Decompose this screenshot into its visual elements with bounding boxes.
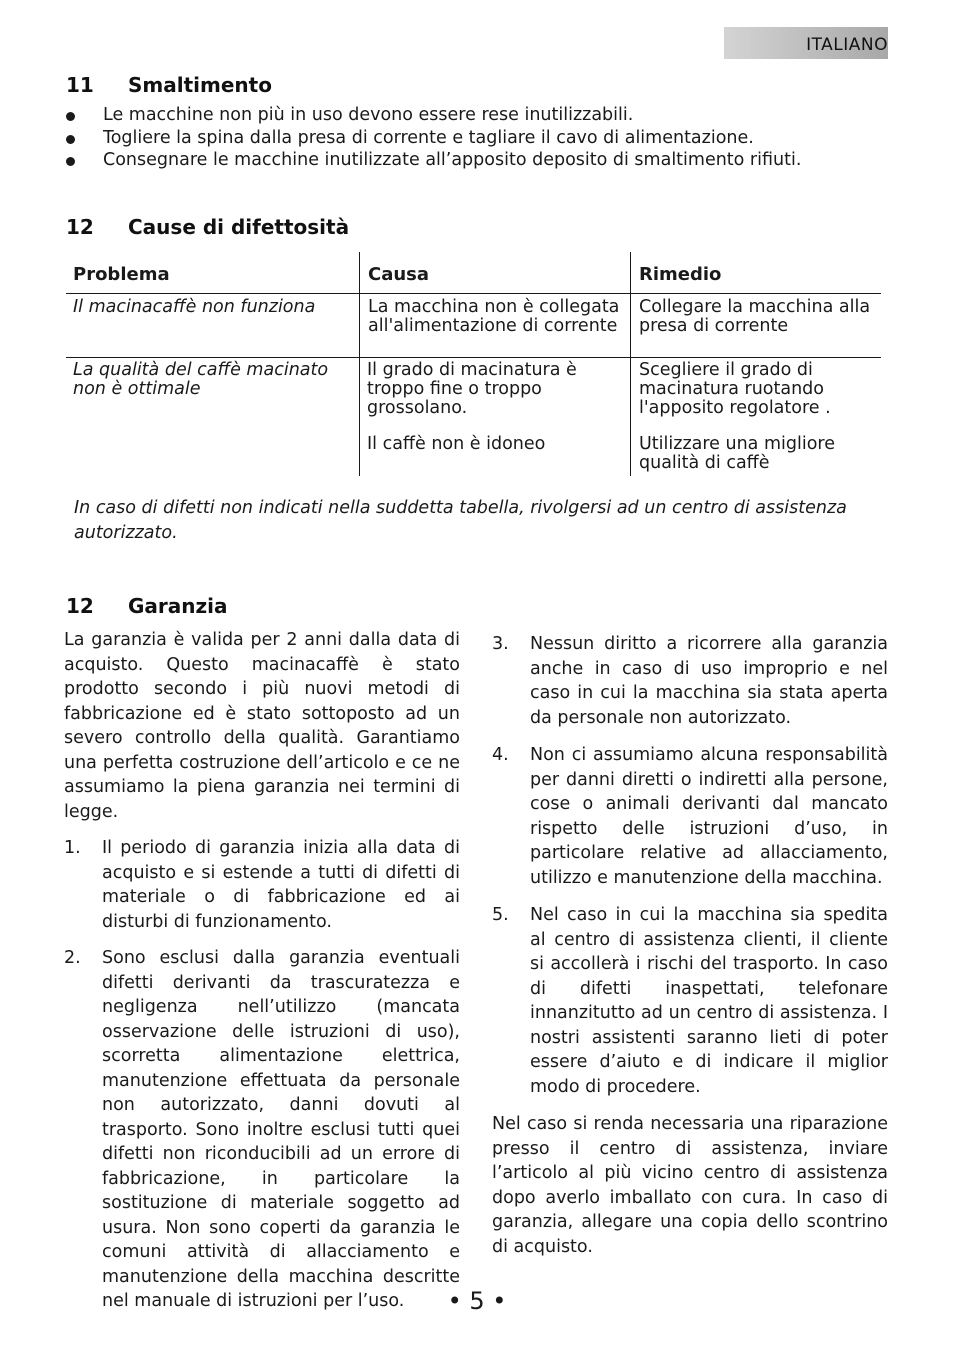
list-item-text: Le macchine non più in uso devono essere rese inutilizzabili. xyxy=(103,105,634,125)
item-number: 3. xyxy=(492,634,509,654)
table-cell-remedy: Utilizzare una migliore qualità di caffè xyxy=(639,434,835,473)
warranty-item xyxy=(492,743,888,890)
table-cell-cause: La macchina non è collegata all'alimentazione di corrente xyxy=(368,297,620,336)
faults-note: In caso di difetti non indicati nella suddetta tabella, rivolgersi ad un centro di assistenza autorizzato. xyxy=(74,498,847,543)
item-text: Nessun diritto a ricorrere alla garanzia anche in caso di uso improprio e nel caso in cui la macchina sia stata aperta da personale non autorizzato. xyxy=(530,634,888,728)
item-number: 1. xyxy=(64,838,81,858)
faults-number: 12 xyxy=(66,215,94,239)
table-cell-remedy: Collegare la macchina alla presa di corrente xyxy=(639,297,871,336)
warranty-item xyxy=(64,836,460,934)
warranty-item xyxy=(492,632,888,730)
warranty-closing: Nel caso si renda necessaria una riparazione presso il centro di assistenza, inviare l’articolo al più vicino centro di assistenza dopo averlo imballato con cura. In caso di garanzia, allegare una copia dello scontrino di acquisto. xyxy=(492,1114,888,1257)
warranty-heading xyxy=(66,594,228,618)
item-number: 2. xyxy=(64,948,81,968)
item-text: Non ci assumiamo alcuna responsabilità per danni diretti o indiretti alla persone, cose o animali derivanti dal mancato rispetto delle istruzioni d’uso, in particolare relative ad allacciamento, utilizzo e manutenzione della macchina. xyxy=(530,745,888,888)
list-item-text: Consegnare le macchine inutilizzate all’apposito deposito di smaltimento rifiuti. xyxy=(103,150,802,170)
troubleshooting-table xyxy=(66,252,881,476)
table-cell-cause: Il grado di macinatura è troppo fine o troppo grossolano. xyxy=(367,360,577,418)
warranty-right-column xyxy=(492,632,888,1259)
item-text: Il periodo di garanzia inizia alla data di acquisto e si estende a tutti di difetti di materiale o di fabbricazione ed ai disturbi di funzionamento. xyxy=(102,838,460,932)
warranty-intro: La garanzia è valida per 2 anni dalla data di acquisto. Questo macinacaffè è stato prodotto secondo i più nuovi metodi di fabbricazione ed è stato sottoposto ad un severo controllo della qualità. Garantiamo una perfetta costruzione dell’articolo e ce ne assumiamo la piena garanzia nei termini di legge. xyxy=(64,630,460,822)
table-cell-remedy: Scegliere il grado di macinatura ruotando l'apposito regolatore . xyxy=(639,360,831,418)
bullet-icon xyxy=(66,157,75,166)
column-header-remedy: Rimedio xyxy=(639,264,722,285)
warranty-title: Garanzia xyxy=(128,594,228,618)
table-cell-problem: Il macinacaffè non funziona xyxy=(73,297,316,317)
row-rule xyxy=(66,357,881,358)
language-label: ITALIANO xyxy=(806,35,888,55)
faults-title: Cause di difettosità xyxy=(128,215,350,239)
bullet-icon xyxy=(66,112,75,121)
list-item xyxy=(66,149,906,172)
list-item xyxy=(66,104,906,127)
warranty-item xyxy=(64,946,460,1314)
disposal-list xyxy=(66,104,906,172)
page-number: • 5 • xyxy=(447,1287,507,1315)
disposal-heading xyxy=(66,73,272,97)
language-tab xyxy=(724,27,888,59)
item-text: Sono esclusi dalla garanzia eventuali difetti derivanti da trascuratezza e negligenza nell’utilizzo (mancata osservazione delle istruzioni di uso), scorretta alimentazione elettrica, manutenzione effettuata da personale non autorizzato, danni dovuti al trasporto. Sono inoltre esclusi tutti quei difetti non riconducibili ad un errore di fabbricazione, in particolare la sostituzione di materiale soggetto ad usura. Non sono coperti da garanzia le comuni attività di allacciamento e manutenzione della macchina descritte nel manuale di istruzioni per l’uso. xyxy=(102,948,460,1311)
faults-heading xyxy=(66,215,349,239)
column-divider xyxy=(359,252,360,476)
item-text: Nel caso in cui la macchina sia spedita al centro di assistenza clienti, il cliente si accollerà i rischi del trasporto. In caso di difetti inaspettati, telefonare innanzitutto ad un centro di assistenza. I nostri assistenti saranno lieti di poter essere d’aiuto e di indicare il miglior modo di procedere. xyxy=(530,905,888,1097)
table-cell-problem: La qualità del caffè macinato non è ottimale xyxy=(73,360,329,399)
column-header-problem: Problema xyxy=(73,264,170,285)
item-number: 4. xyxy=(492,745,509,765)
column-divider xyxy=(630,252,631,476)
warranty-number: 12 xyxy=(66,594,94,618)
table-cell-cause: Il caffè non è idoneo xyxy=(367,434,546,454)
warranty-left-column xyxy=(64,628,460,1314)
warranty-item xyxy=(492,903,888,1099)
disposal-title: Smaltimento xyxy=(128,73,272,97)
list-item xyxy=(66,127,906,150)
bullet-icon xyxy=(66,135,75,144)
header-rule xyxy=(66,293,881,294)
list-item-text: Togliere la spina dalla presa di corrente e tagliare il cavo di alimentazione. xyxy=(103,127,754,148)
disposal-number: 11 xyxy=(66,73,94,97)
item-number: 5. xyxy=(492,905,509,925)
column-header-cause: Causa xyxy=(368,264,430,285)
